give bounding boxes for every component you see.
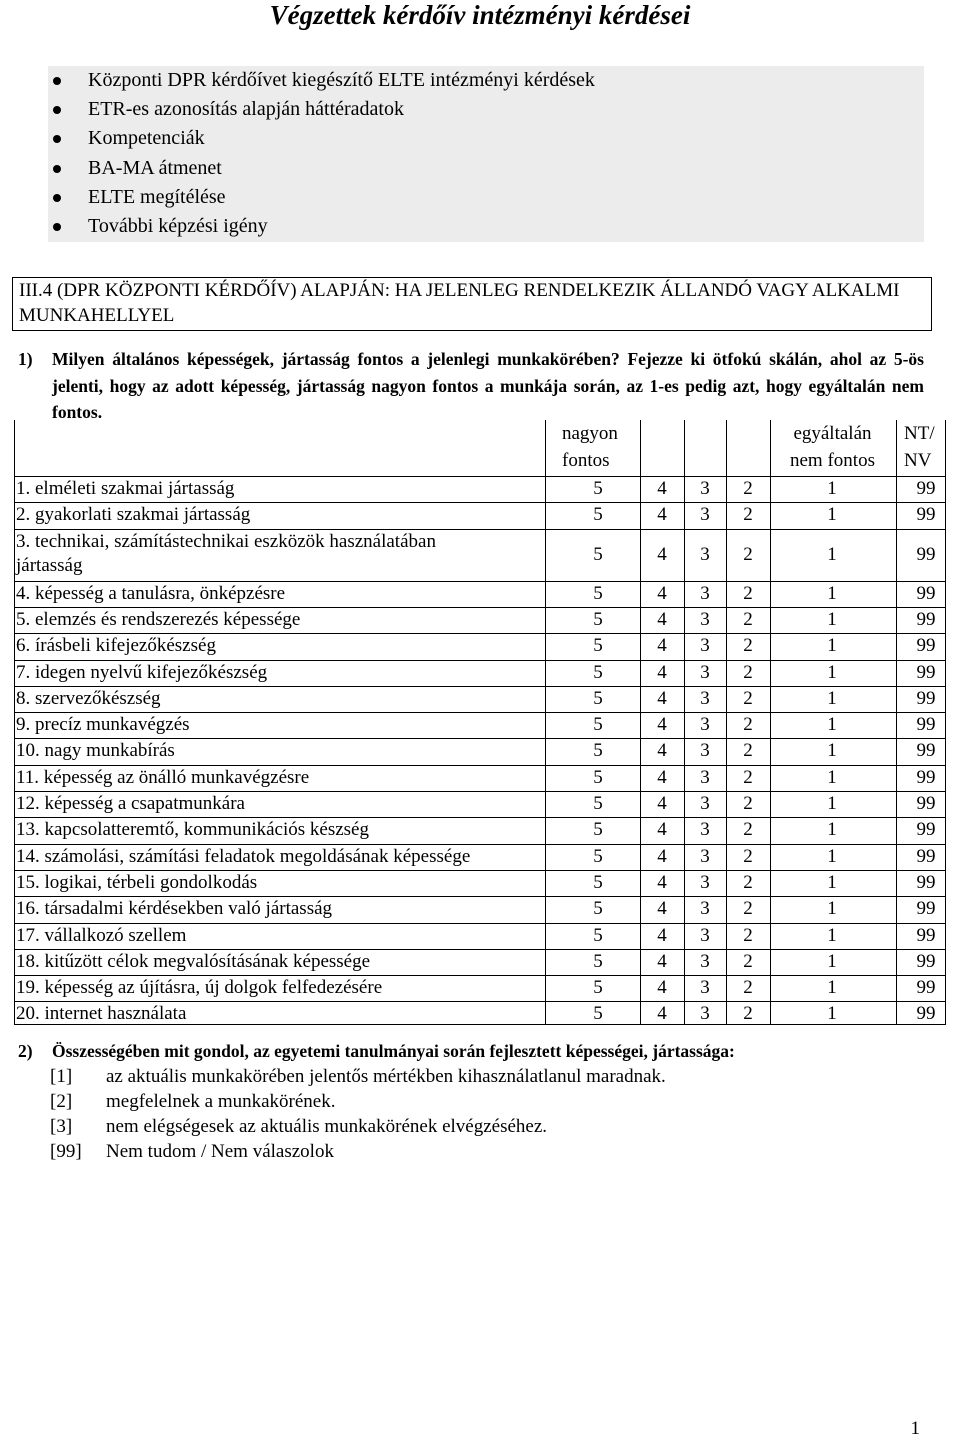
summary-item-label: ETR-es azonosítás alapján háttéradatok xyxy=(88,98,404,121)
question-1-text-last: az 1-es pedig azt, hogy egyáltalán nem fontos. xyxy=(52,375,924,422)
scale-option-5[interactable]: 5 xyxy=(593,950,603,972)
scale-option-99[interactable]: 99 xyxy=(916,950,936,972)
scale-option-3[interactable]: 3 xyxy=(700,1003,710,1025)
scale-option-99[interactable]: 99 xyxy=(916,924,936,946)
scale-low-line1: egyáltalán xyxy=(793,423,872,444)
scale-option-5[interactable]: 5 xyxy=(593,977,603,999)
answer-code: [99] xyxy=(50,1141,82,1162)
rating-row xyxy=(14,923,946,950)
scale-option-1[interactable]: 1 xyxy=(827,635,837,657)
scale-option-2[interactable]: 2 xyxy=(743,845,753,867)
rating-row-label-line: 13. kapcsolatteremtő, kommunikációs készség xyxy=(16,819,369,841)
scale-option-99[interactable]: 99 xyxy=(916,608,936,630)
summary-item xyxy=(48,66,924,95)
rating-row-label-line: 12. képesség a csapatmunkára xyxy=(16,793,245,814)
bullet-icon xyxy=(53,106,61,114)
scale-option-5[interactable]: 5 xyxy=(593,1003,603,1025)
rating-row xyxy=(14,817,946,844)
scale-option-2[interactable]: 2 xyxy=(743,950,753,972)
rating-row xyxy=(14,896,946,923)
scale-option-5[interactable]: 5 xyxy=(593,661,603,683)
scale-option-1[interactable]: 1 xyxy=(827,845,837,867)
rating-row-label-line: 3. technikai, számítástechnikai eszközök használatában xyxy=(16,530,436,552)
scale-option-2[interactable]: 2 xyxy=(743,898,753,920)
scale-option-2[interactable]: 2 xyxy=(743,924,753,946)
question-1 xyxy=(18,346,924,426)
rating-row xyxy=(14,791,946,818)
scale-option-5[interactable]: 5 xyxy=(593,504,603,526)
question-2-text: Összességében mit gondol, az egyetemi tanulmányai során fejlesztett képességei, jártassága: xyxy=(52,1041,735,1061)
page-title: Végzettek kérdőív intézményi kérdései xyxy=(269,0,691,30)
scale-option-99[interactable]: 99 xyxy=(916,582,936,604)
rating-row-label-line: 6. írásbeli kifejezőkészség xyxy=(16,635,216,657)
scale-option-1[interactable]: 1 xyxy=(827,714,837,736)
summary-item xyxy=(48,95,924,124)
scale-option-99[interactable]: 99 xyxy=(916,661,936,683)
rating-row-label xyxy=(16,713,190,737)
scale-option-1[interactable]: 1 xyxy=(827,504,837,526)
scale-option-4[interactable]: 4 xyxy=(657,635,667,657)
scale-option-5[interactable]: 5 xyxy=(593,819,603,841)
scale-option-1[interactable]: 1 xyxy=(827,819,837,841)
scale-header xyxy=(14,420,946,476)
scale-option-99[interactable]: 99 xyxy=(916,766,936,788)
rating-row xyxy=(14,844,946,871)
scale-option-3[interactable]: 3 xyxy=(700,714,710,736)
rating-row-label-line: 10. nagy munkabírás xyxy=(16,740,175,762)
summary-item-label: BA-MA átmenet xyxy=(88,156,222,179)
scale-option-2[interactable]: 2 xyxy=(743,582,753,604)
scale-option-4[interactable]: 4 xyxy=(657,661,667,683)
scale-option-3[interactable]: 3 xyxy=(700,950,710,972)
scale-option-5[interactable]: 5 xyxy=(593,608,603,630)
section-header: III.4 (DPR KÖZPONTI KÉRDŐÍV) ALAPJÁN: HA JELENLEG RENDELKEZIK ÁLLANDÓ VAGY ALKALMI MUNKAHELLYEL xyxy=(12,277,932,331)
question-2 xyxy=(18,1038,924,1064)
rating-row-label-line: 4. képesség a tanulásra, önképzésre xyxy=(16,582,286,604)
rating-row-label-line: 16. társadalmi kérdésekben való jártasság xyxy=(16,898,333,920)
rating-row-label xyxy=(16,792,245,816)
scale-option-1[interactable]: 1 xyxy=(827,740,837,762)
rating-row-label-line: 9. precíz munkavégzés xyxy=(16,714,190,736)
rating-row xyxy=(14,660,946,687)
scale-option-5[interactable]: 5 xyxy=(593,924,603,946)
bullet-icon xyxy=(53,135,61,143)
rating-row-label xyxy=(16,477,234,501)
rating-row xyxy=(14,975,946,1002)
scale-option-99[interactable]: 99 xyxy=(916,1003,936,1025)
scale-option-1[interactable]: 1 xyxy=(827,582,837,604)
scale-option-1[interactable]: 1 xyxy=(827,924,837,946)
scale-option-3[interactable]: 3 xyxy=(700,582,710,604)
scale-option-99[interactable]: 99 xyxy=(916,977,936,999)
scale-option-5[interactable]: 5 xyxy=(593,740,603,762)
scale-option-1[interactable]: 1 xyxy=(827,543,837,565)
scale-option-2[interactable]: 2 xyxy=(743,819,753,841)
rating-row-label xyxy=(16,608,300,632)
question-1-number: 1) xyxy=(18,349,33,369)
scale-option-1[interactable]: 1 xyxy=(827,1003,837,1025)
scale-high-line2: fontos xyxy=(562,450,610,471)
rating-row xyxy=(14,633,946,660)
scale-option-3[interactable]: 3 xyxy=(700,687,710,709)
question-2-number: 2) xyxy=(18,1041,33,1061)
rating-row xyxy=(14,765,946,792)
scale-option-1[interactable]: 1 xyxy=(827,977,837,999)
rating-row xyxy=(14,949,946,976)
scale-option-1[interactable]: 1 xyxy=(827,608,837,630)
scale-option-5[interactable]: 5 xyxy=(593,714,603,736)
scale-option-2[interactable]: 2 xyxy=(743,504,753,526)
scale-option-2[interactable]: 2 xyxy=(743,714,753,736)
scale-option-99[interactable]: 99 xyxy=(916,543,936,565)
scale-option-5[interactable]: 5 xyxy=(593,871,603,893)
rating-row xyxy=(14,476,946,503)
rating-row-label-line: 8. szervezőkészség xyxy=(16,687,161,709)
rating-row-label xyxy=(16,871,257,895)
rating-row xyxy=(14,712,946,739)
scale-option-3[interactable]: 3 xyxy=(700,766,710,788)
scale-option-3[interactable]: 3 xyxy=(700,793,710,814)
scale-option-99[interactable]: 99 xyxy=(916,898,936,920)
scale-option-4[interactable]: 4 xyxy=(657,871,667,893)
scale-option-2[interactable]: 2 xyxy=(743,977,753,999)
rating-row-label xyxy=(16,687,161,711)
scale-option-3[interactable]: 3 xyxy=(700,478,710,499)
table-divider xyxy=(726,420,727,1024)
summary-item xyxy=(48,154,924,183)
bullet-icon xyxy=(53,165,61,173)
scale-option-99[interactable]: 99 xyxy=(916,845,936,867)
rating-row xyxy=(14,581,946,608)
scale-option-3[interactable]: 3 xyxy=(700,871,710,893)
answer-code: [2] xyxy=(50,1091,73,1112)
answer-text: az aktuális munkakörében jelentős mértékben kihasználatlanul maradnak. xyxy=(106,1066,666,1087)
rating-row-label-line: 5. elemzés és rendszerezés képessége xyxy=(16,608,301,630)
rating-row xyxy=(14,738,946,765)
scale-option-4[interactable]: 4 xyxy=(657,977,667,999)
scale-option-1[interactable]: 1 xyxy=(827,871,837,893)
scale-option-4[interactable]: 4 xyxy=(657,898,667,920)
scale-option-2[interactable]: 2 xyxy=(743,871,753,893)
scale-option-99[interactable]: 99 xyxy=(916,793,936,814)
scale-option-1[interactable]: 1 xyxy=(827,950,837,972)
rating-row-label xyxy=(16,897,332,921)
scale-option-4[interactable]: 4 xyxy=(657,766,667,788)
rating-row-label xyxy=(16,924,186,948)
scale-option-4[interactable]: 4 xyxy=(657,740,667,762)
rating-row-label xyxy=(16,976,382,1000)
rating-row-label xyxy=(16,1002,186,1026)
question-1-text xyxy=(52,346,924,426)
table-divider xyxy=(640,420,641,1024)
scale-option-2[interactable]: 2 xyxy=(743,635,753,657)
scale-option-1[interactable]: 1 xyxy=(827,766,837,788)
rating-row-label xyxy=(16,766,309,790)
scale-na-label xyxy=(904,420,935,474)
summary-box xyxy=(48,66,924,242)
scale-option-2[interactable]: 2 xyxy=(743,543,753,565)
scale-option-2[interactable]: 2 xyxy=(743,1003,753,1025)
answer-text: Nem tudom / Nem válaszolok xyxy=(106,1141,334,1162)
scale-option-4[interactable]: 4 xyxy=(657,845,667,867)
bullet-icon xyxy=(53,77,61,85)
rating-row xyxy=(14,686,946,713)
table-border-right xyxy=(945,420,946,1024)
scale-option-1[interactable]: 1 xyxy=(827,793,837,814)
scale-option-1[interactable]: 1 xyxy=(827,661,837,683)
scale-option-3[interactable]: 3 xyxy=(700,661,710,683)
table-divider xyxy=(770,420,771,1024)
scale-option-3[interactable]: 3 xyxy=(700,845,710,867)
answer-code: [3] xyxy=(50,1116,73,1137)
rating-row-label-line: 19. képesség az újításra, új dolgok felfedezésére xyxy=(16,977,383,999)
scale-option-99[interactable]: 99 xyxy=(916,687,936,709)
rating-row xyxy=(14,529,946,582)
scale-option-3[interactable]: 3 xyxy=(700,543,710,565)
scale-option-2[interactable]: 2 xyxy=(743,661,753,683)
answer-code: [1] xyxy=(50,1066,73,1087)
rating-row-label-line: 7. idegen nyelvű kifejezőkészség xyxy=(16,661,268,683)
answer-text: nem elégségesek az aktuális munkakörének elvégzéséhez. xyxy=(106,1116,548,1137)
summary-item-label: További képzési igény xyxy=(88,214,268,237)
scale-option-1[interactable]: 1 xyxy=(827,898,837,920)
table-border-bottom xyxy=(14,1024,946,1025)
rating-row-label-line: 17. vállalkozó szellem xyxy=(16,924,187,946)
summary-item xyxy=(48,212,924,241)
rating-row-label xyxy=(16,661,267,685)
scale-option-3[interactable]: 3 xyxy=(700,819,710,841)
summary-item xyxy=(48,183,924,212)
rating-row-label-line: 18. kitűzött célok megvalósításának képessége xyxy=(16,950,371,972)
rating-row-label-line: 14. számolási, számítási feladatok megoldásának képessége xyxy=(16,845,471,867)
table-divider xyxy=(684,420,685,1024)
scale-high-label xyxy=(562,420,618,474)
rating-row-label xyxy=(16,739,175,763)
scale-option-5[interactable]: 5 xyxy=(593,687,603,709)
page-number: 1 xyxy=(910,1418,920,1439)
scale-option-4[interactable]: 4 xyxy=(657,504,667,526)
scale-option-3[interactable]: 3 xyxy=(700,898,710,920)
rating-row-label xyxy=(16,950,370,974)
scale-option-1[interactable]: 1 xyxy=(827,687,837,709)
scale-na-line1: NT/ xyxy=(904,423,935,444)
scale-option-5[interactable]: 5 xyxy=(593,766,603,788)
scale-low-label xyxy=(790,420,875,474)
scale-option-4[interactable]: 4 xyxy=(657,608,667,630)
scale-option-1[interactable]: 1 xyxy=(827,478,837,499)
scale-option-99[interactable]: 99 xyxy=(916,740,936,762)
rating-row-label-line: 15. logikai, térbeli gondolkodás xyxy=(16,871,258,893)
rating-row-label-line: 20. internet használata xyxy=(16,1003,187,1025)
summary-item-label: Kompetenciák xyxy=(88,127,205,150)
answer-text: megfelelnek a munkakörének. xyxy=(106,1091,336,1112)
table-border-left xyxy=(14,420,15,1024)
scale-option-4[interactable]: 4 xyxy=(657,582,667,604)
rating-row-label xyxy=(16,503,250,527)
table-divider xyxy=(896,420,897,1024)
scale-option-3[interactable]: 3 xyxy=(700,608,710,630)
rating-row-label-line: 1. elméleti szakmai jártasság xyxy=(16,478,235,499)
scale-option-5[interactable]: 5 xyxy=(593,793,603,814)
summary-list xyxy=(48,66,924,241)
scale-option-2[interactable]: 2 xyxy=(743,478,753,499)
scale-option-5[interactable]: 5 xyxy=(593,543,603,565)
scale-option-4[interactable]: 4 xyxy=(657,687,667,709)
rating-row xyxy=(14,607,946,634)
scale-option-4[interactable]: 4 xyxy=(657,924,667,946)
scale-option-99[interactable]: 99 xyxy=(916,714,936,736)
bullet-icon xyxy=(53,194,61,202)
scale-na-line2: NV xyxy=(904,450,932,471)
scale-option-5[interactable]: 5 xyxy=(593,478,603,499)
scale-option-5[interactable]: 5 xyxy=(593,898,603,920)
scale-high-line1: nagyon xyxy=(562,423,618,444)
rating-row xyxy=(14,870,946,897)
scale-option-99[interactable]: 99 xyxy=(916,478,936,499)
scale-option-99[interactable]: 99 xyxy=(916,871,936,893)
scale-option-2[interactable]: 2 xyxy=(743,608,753,630)
scale-option-3[interactable]: 3 xyxy=(700,924,710,946)
rating-row-label-line: 2. gyakorlati szakmai jártasság xyxy=(16,504,251,526)
scale-option-3[interactable]: 3 xyxy=(700,977,710,999)
scale-option-2[interactable]: 2 xyxy=(743,740,753,762)
scale-option-3[interactable]: 3 xyxy=(700,740,710,762)
rating-row-label-line: 11. képesség az önálló munkavégzésre xyxy=(16,766,310,788)
rating-row-label xyxy=(16,582,285,606)
scale-option-2[interactable]: 2 xyxy=(743,793,753,814)
scale-option-4[interactable]: 4 xyxy=(657,543,667,565)
scale-option-4[interactable]: 4 xyxy=(657,819,667,841)
scale-option-99[interactable]: 99 xyxy=(916,635,936,657)
scale-option-5[interactable]: 5 xyxy=(593,582,603,604)
rating-row-label xyxy=(16,818,369,842)
scale-option-4[interactable]: 4 xyxy=(657,1003,667,1025)
scale-option-2[interactable]: 2 xyxy=(743,687,753,709)
scale-option-4[interactable]: 4 xyxy=(657,950,667,972)
summary-item xyxy=(48,124,924,153)
rating-row-label xyxy=(16,530,436,578)
summary-item-label: ELTE megítélése xyxy=(88,185,226,208)
question-1-text-main: Milyen általános képességek, jártasság fontos a jelenlegi munkakörében? Fejezze ki ötfokú skálán, ahol az 5-ös jelenti, hogy az adott képesség, jártasság nagyon fontos a munkája során, xyxy=(52,349,924,396)
bullet-icon xyxy=(53,223,61,231)
scale-option-3[interactable]: 3 xyxy=(700,635,710,657)
scale-low-line2: nem fontos xyxy=(790,450,875,471)
scale-option-4[interactable]: 4 xyxy=(657,714,667,736)
scale-option-99[interactable]: 99 xyxy=(916,819,936,841)
rating-row xyxy=(14,502,946,529)
rating-row-label-line: jártasság xyxy=(16,554,83,576)
scale-option-99[interactable]: 99 xyxy=(916,504,936,526)
scale-option-3[interactable]: 3 xyxy=(700,504,710,526)
summary-item-label: Központi DPR kérdőívet kiegészítő ELTE intézményi kérdések xyxy=(88,69,595,91)
scale-option-5[interactable]: 5 xyxy=(593,845,603,867)
scale-option-4[interactable]: 4 xyxy=(657,793,667,814)
rating-row-label xyxy=(16,634,216,658)
scale-option-4[interactable]: 4 xyxy=(657,478,667,499)
scale-option-5[interactable]: 5 xyxy=(593,635,603,657)
scale-option-2[interactable]: 2 xyxy=(743,766,753,788)
rating-row-label xyxy=(16,845,470,869)
table-divider xyxy=(545,420,546,1024)
